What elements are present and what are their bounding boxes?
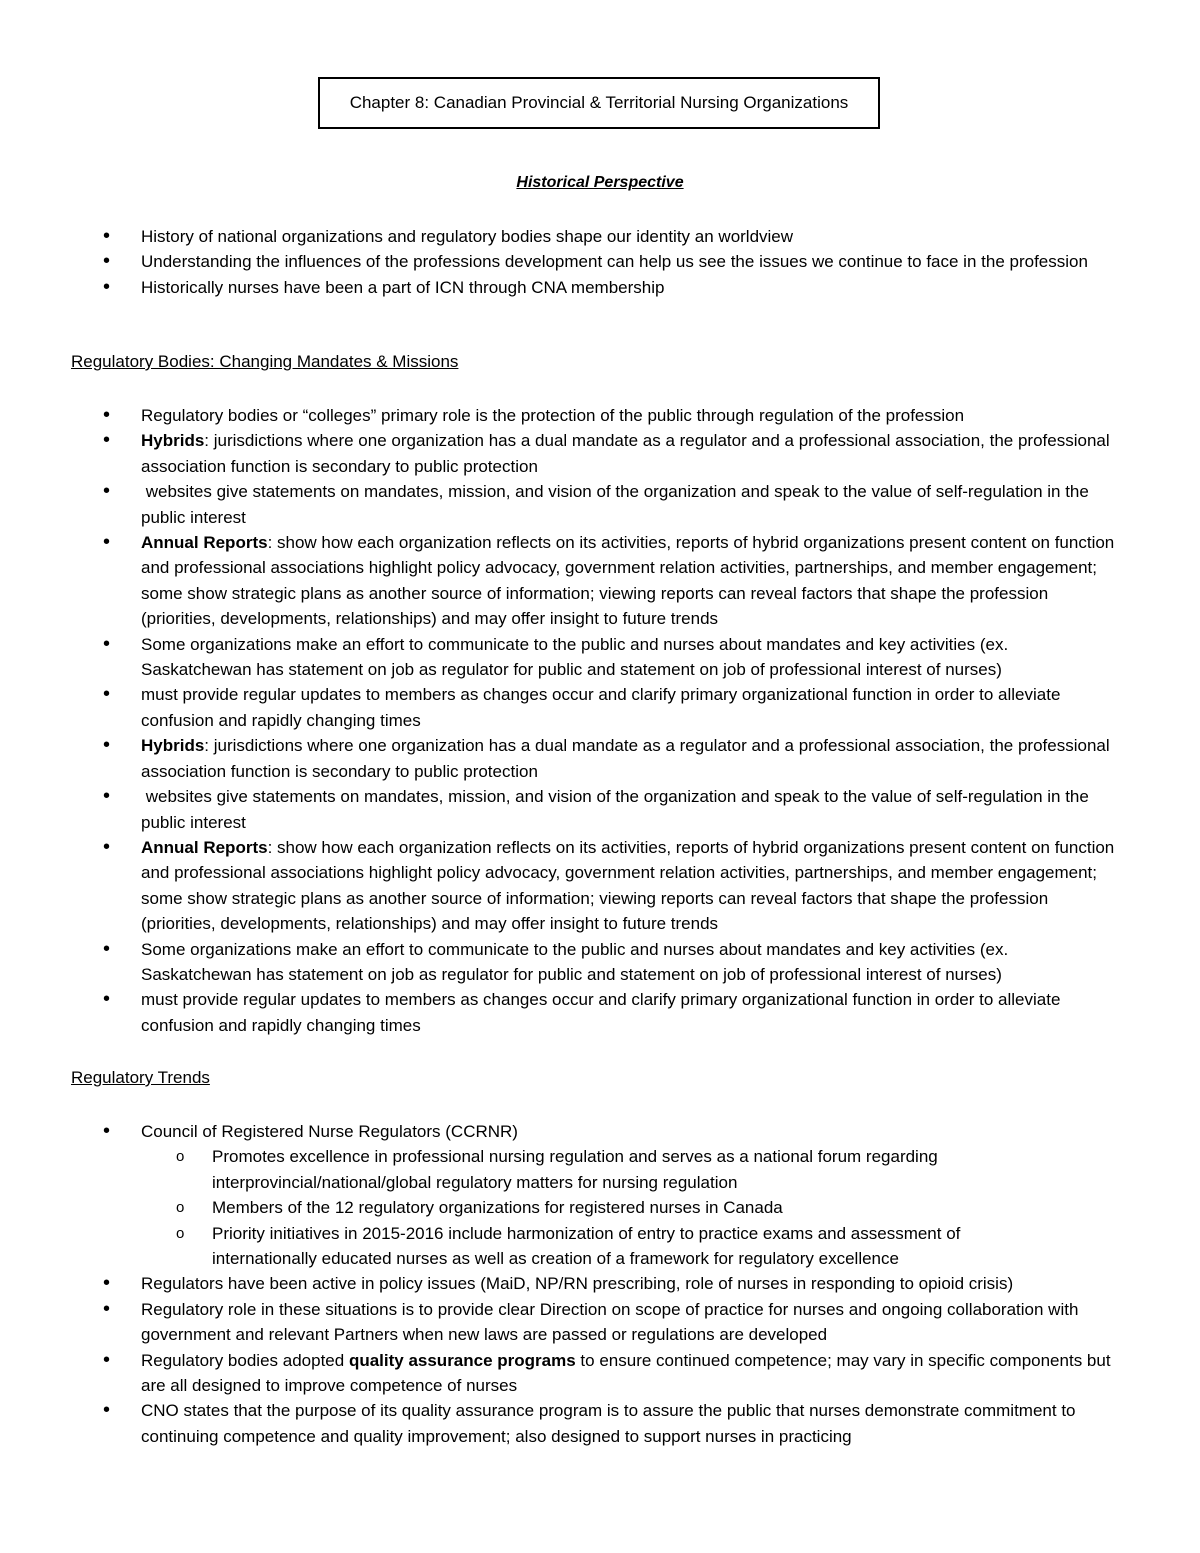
sub-list-item: o Members of the 12 regulatory organizations for registered nurses in Canada — [0, 1195, 1200, 1220]
annual-reports-text: : show how each organization reflects on its activities, reports of hybrid organizations present content on function and professional associations highlight policy advocacy, government relation activities, partnerships, and member engagement; some show strategic plans as another source of information; viewing reports can reveal factors that shape the profession (priorities, developments, relationships) and may offer insight to future trends — [141, 533, 1115, 629]
list-item — [0, 784, 1200, 835]
list-item: • must provide regular updates to members as changes occur and clarify primary organizational function in order to alleviate confusion and rapidly changing times — [0, 682, 1200, 733]
chapter-title: Chapter 8: Canadian Provincial & Territorial Nursing Organizations — [349, 93, 849, 112]
list-item: • Some organizations make an effort to communicate to the public and nurses about mandates and key activities (ex. Saskatchewan has statement on job as regulator for public and statement on job of professional interest of nurses) — [0, 937, 1200, 988]
list-item — [0, 479, 1200, 530]
qa-after-text: to ensure continued competence; may vary in specific components but are all designed to improve competence of nurses — [141, 1350, 1111, 1396]
list-item: • Some organizations make an effort to communicate to the public and nurses about mandates and key activities (ex. Saskatchewan has statement on job as regulator for public and statement on job of professional interest of nurses) — [0, 632, 1200, 683]
list-item: • Regulators have been active in policy issues (MaiD, NP/RN prescribing, role of nurses in responding to opioid crisis) — [0, 1271, 1200, 1296]
list-item: • History of national organizations and regulatory bodies shape our identity an worldview — [0, 224, 1200, 249]
hybrids-label: Hybrids — [141, 431, 205, 451]
websites-text: websites give statements on mandates, mission, and vision of the organization and speak to the value of self-regulation in the public interest — [141, 482, 1089, 527]
list-item: • Understanding the influences of the professions development can help us see the issues we continue to face in the profession — [0, 249, 1200, 274]
annual-reports-label: Annual Reports — [141, 837, 268, 857]
regulatory-trends-heading: Regulatory Trends — [71, 1068, 210, 1087]
list-item: • Regulatory bodies or “colleges” primary role is the protection of the public through regulation of the profession — [0, 403, 1200, 428]
chapter-title-box — [318, 77, 880, 129]
historical-list — [0, 224, 1200, 300]
regulatory-bodies-list — [0, 403, 1200, 1038]
hybrids-label: Hybrids — [141, 736, 205, 756]
regulatory-trends-list — [0, 1119, 1200, 1449]
hybrids-text: : jurisdictions where one organization has a dual mandate as a regulator and a professional association, the professional association function is secondary to public protection — [141, 431, 1110, 476]
list-item — [0, 530, 1200, 632]
annual-reports-text: : show how each organization reflects on its activities, reports of hybrid organizations present content on function and professional associations highlight policy advocacy, government relation activities, partnerships, and member engagement; some show strategic plans as another source of information; viewing reports can reveal factors that shape the profession (priorities, developments, relationships) and may offer insight to future trends — [141, 837, 1115, 934]
list-item — [0, 835, 1200, 937]
list-item — [0, 1119, 1200, 1271]
annual-reports-label: Annual Reports — [141, 533, 268, 553]
list-item — [0, 1348, 1200, 1399]
list-item: • Historically nurses have been a part of ICN through CNA membership — [0, 275, 1200, 300]
qa-before-text: Regulatory bodies adopted — [141, 1350, 349, 1370]
websites-text: websites give statements on mandates, mission, and vision of the organization and speak to the value of self-regulation in the public interest — [141, 787, 1089, 832]
ccrnr-text: Council of Registered Nurse Regulators (CCRNR) — [141, 1122, 518, 1141]
sub-list-item: o Promotes excellence in professional nursing regulation and serves as a national forum regarding interprovincial/national/global regulatory matters for nursing regulation — [0, 1144, 1200, 1195]
list-item: • CNO states that the purpose of its quality assurance program is to assure the public that nurses demonstrate commitment to continuing competence and quality improvement; also designed to support nurses in practicing — [0, 1398, 1200, 1449]
sub-list-item: o Priority initiatives in 2015-2016 include harmonization of entry to practice exams and assessment of internationally educated nurses as well as creation of a framework for regulatory excellence — [0, 1221, 1200, 1272]
list-item — [0, 428, 1200, 479]
list-item — [0, 733, 1200, 784]
list-item: • Regulatory role in these situations is to provide clear Direction on scope of practice for nurses and ongoing collaboration with government and relevant Partners when new laws are passed or regulations are developed — [0, 1297, 1200, 1348]
regulatory-bodies-heading: Regulatory Bodies: Changing Mandates & Missions — [71, 352, 459, 371]
hybrids-text: : jurisdictions where one organization has a dual mandate as a regulator and a professional association, the professional association function is secondary to public protection — [141, 736, 1110, 781]
quality-assurance-label: quality assurance programs — [348, 1350, 576, 1370]
ccrnr-sublist — [0, 1144, 1200, 1271]
list-item: • must provide regular updates to members as changes occur and clarify primary organizational function in order to alleviate confusion and rapidly changing times — [0, 987, 1200, 1038]
historical-heading: Historical Perspective — [516, 174, 684, 191]
